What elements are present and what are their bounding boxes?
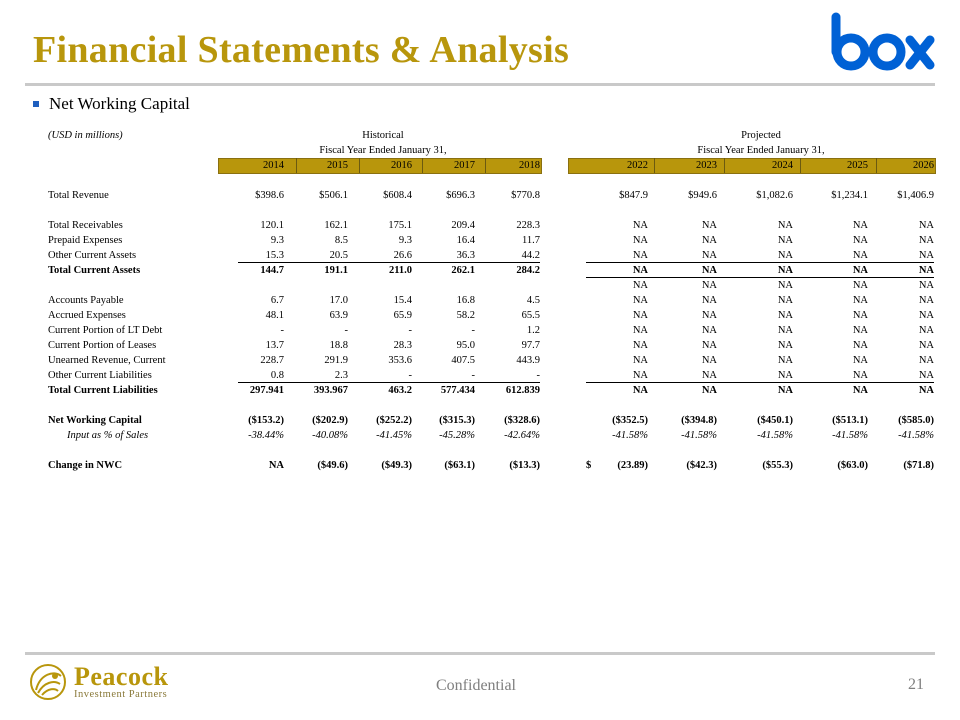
value-cell: 284.2 bbox=[516, 265, 540, 276]
value-cell: ($13.3) bbox=[509, 460, 540, 471]
value-cell: ($352.5) bbox=[612, 415, 648, 426]
value-cell: 297.941 bbox=[249, 385, 284, 396]
value-cell: 0.8 bbox=[270, 370, 284, 381]
value-cell: ($394.8) bbox=[681, 415, 717, 426]
value-cell: NA bbox=[632, 325, 648, 336]
value-cell: NA bbox=[701, 265, 717, 276]
value-cell: 44.2 bbox=[521, 250, 540, 261]
page-title: Financial Statements & Analysis bbox=[33, 29, 570, 71]
value-cell: NA bbox=[852, 355, 868, 366]
value-cell: NA bbox=[777, 280, 793, 291]
value-cell: NA bbox=[632, 250, 648, 261]
value-cell: 612.839 bbox=[505, 385, 540, 396]
unearned-revenue-row bbox=[48, 353, 936, 368]
value-cell: NA bbox=[777, 250, 793, 261]
value-cell: NA bbox=[701, 235, 717, 246]
row-label: Current Portion of LT Debt bbox=[48, 325, 163, 336]
year-cell: 2018 bbox=[519, 160, 540, 171]
row-label: Other Current Liabilities bbox=[48, 370, 152, 381]
value-cell: NA bbox=[632, 355, 648, 366]
value-cell: ($63.1) bbox=[444, 460, 475, 471]
peacock-logo bbox=[28, 662, 168, 702]
value-cell: NA bbox=[918, 340, 934, 351]
historical-label: Historical bbox=[362, 130, 404, 141]
value-cell: -41.58% bbox=[832, 430, 868, 441]
confidential-label: Confidential bbox=[436, 677, 516, 694]
value-cell: -38.44% bbox=[248, 430, 284, 441]
value-cell: -41.58% bbox=[898, 430, 934, 441]
value-cell: ($202.9) bbox=[312, 415, 348, 426]
value-cell: ($49.3) bbox=[381, 460, 412, 471]
value-cell: NA bbox=[632, 385, 648, 396]
row-label: Current Portion of Leases bbox=[48, 340, 157, 351]
value-cell: 1.2 bbox=[526, 325, 540, 336]
value-cell: NA bbox=[701, 340, 717, 351]
value-cell: NA bbox=[852, 280, 868, 291]
value-cell: 8.5 bbox=[334, 235, 348, 246]
value-cell: -41.58% bbox=[757, 430, 793, 441]
value-cell: NA bbox=[632, 295, 648, 306]
total-current-assets-row bbox=[48, 263, 936, 278]
value-cell: 120.1 bbox=[260, 220, 284, 231]
value-cell: NA bbox=[852, 220, 868, 231]
year-header-row bbox=[48, 158, 936, 173]
row-label: Total Current Liabilities bbox=[48, 385, 158, 396]
value-cell: NA bbox=[777, 325, 793, 336]
current-leases-row bbox=[48, 338, 936, 353]
year-cell: 2026 bbox=[913, 160, 934, 171]
prepaid-expenses-row bbox=[48, 233, 936, 248]
value-cell: ($63.0) bbox=[837, 460, 868, 471]
accrued-expenses-row bbox=[48, 308, 936, 323]
other-current-assets-row bbox=[48, 248, 936, 263]
spacer-row bbox=[48, 173, 936, 188]
spacer-row bbox=[48, 398, 936, 413]
value-cell: ($153.2) bbox=[248, 415, 284, 426]
value-cell: $696.3 bbox=[446, 190, 475, 201]
table-header-row bbox=[48, 128, 936, 143]
net-working-capital-row bbox=[48, 413, 936, 428]
value-cell: $847.9 bbox=[619, 190, 648, 201]
value-cell: NA bbox=[777, 310, 793, 321]
value-cell: 4.5 bbox=[526, 295, 540, 306]
year-cell: 2017 bbox=[454, 160, 475, 171]
value-cell: NA bbox=[777, 295, 793, 306]
value-cell: -45.28% bbox=[439, 430, 475, 441]
value-cell: NA bbox=[777, 235, 793, 246]
value-cell: 58.2 bbox=[456, 310, 475, 321]
row-label: Total Receivables bbox=[48, 220, 123, 231]
box-logo bbox=[830, 12, 936, 77]
value-cell: NA bbox=[632, 235, 648, 246]
value-cell: ($55.3) bbox=[762, 460, 793, 471]
value-cell: 9.3 bbox=[398, 235, 412, 246]
value-cell: NA bbox=[918, 280, 934, 291]
value-cell: 95.0 bbox=[456, 340, 475, 351]
value-cell: - bbox=[471, 325, 475, 336]
value-cell: - bbox=[408, 325, 412, 336]
change-in-nwc-row bbox=[48, 458, 936, 473]
dollar-sign: $ bbox=[586, 460, 592, 471]
value-cell: NA bbox=[701, 295, 717, 306]
value-cell: 463.2 bbox=[388, 385, 412, 396]
value-cell: 65.5 bbox=[521, 310, 540, 321]
value-cell: 262.1 bbox=[451, 265, 475, 276]
value-cell: 13.7 bbox=[265, 340, 284, 351]
value-cell: NA bbox=[918, 295, 934, 306]
value-cell: $506.1 bbox=[319, 190, 348, 201]
value-cell: $949.6 bbox=[688, 190, 717, 201]
value-cell: 17.0 bbox=[329, 295, 348, 306]
value-cell: ($49.6) bbox=[317, 460, 348, 471]
value-cell: - bbox=[408, 370, 412, 381]
value-cell: ($328.6) bbox=[504, 415, 540, 426]
spacer-row bbox=[48, 203, 936, 218]
value-cell: NA bbox=[632, 370, 648, 381]
value-cell: NA bbox=[701, 250, 717, 261]
year-cell: 2022 bbox=[627, 160, 648, 171]
value-cell: 407.5 bbox=[451, 355, 475, 366]
value-cell: $1,406.9 bbox=[897, 190, 934, 201]
logo-name: Peacock bbox=[74, 661, 169, 691]
value-cell: 16.8 bbox=[456, 295, 475, 306]
spacer-row bbox=[48, 443, 936, 458]
value-cell: NA bbox=[632, 220, 648, 231]
value-cell: NA bbox=[777, 385, 793, 396]
row-label: Unearned Revenue, Current bbox=[48, 355, 166, 366]
input-pct-sales-row bbox=[48, 428, 936, 443]
value-cell: 36.3 bbox=[456, 250, 475, 261]
value-cell: NA bbox=[777, 220, 793, 231]
value-cell: 6.7 bbox=[270, 295, 284, 306]
value-cell: ($71.8) bbox=[903, 460, 934, 471]
value-cell: -40.08% bbox=[312, 430, 348, 441]
value-cell: NA bbox=[918, 250, 934, 261]
logo-subtitle: Investment Partners bbox=[74, 688, 168, 700]
value-cell: NA bbox=[918, 310, 934, 321]
square-bullet-icon bbox=[33, 101, 39, 107]
value-cell: NA bbox=[777, 340, 793, 351]
year-cell: 2023 bbox=[696, 160, 717, 171]
value-cell: NA bbox=[701, 355, 717, 366]
value-cell: NA bbox=[701, 370, 717, 381]
peacock-feather-icon bbox=[28, 662, 68, 702]
projected-fiscal-label: Fiscal Year Ended January 31, bbox=[697, 145, 825, 156]
box-logo-mark bbox=[830, 12, 936, 72]
row-label: Change in NWC bbox=[48, 460, 123, 471]
value-cell: 15.3 bbox=[265, 250, 284, 261]
value-cell: 20.5 bbox=[329, 250, 348, 261]
footer-rule bbox=[25, 652, 935, 655]
value-cell: 228.7 bbox=[260, 355, 284, 366]
value-cell: - bbox=[280, 325, 284, 336]
value-cell: $1,234.1 bbox=[831, 190, 868, 201]
accounts-payable-row bbox=[48, 293, 936, 308]
value-cell: -41.45% bbox=[376, 430, 412, 441]
value-cell: NA bbox=[852, 295, 868, 306]
value-cell: NA bbox=[701, 325, 717, 336]
value-cell: NA bbox=[632, 310, 648, 321]
value-cell: -42.64% bbox=[504, 430, 540, 441]
value-cell: 2.3 bbox=[334, 370, 348, 381]
value-cell: NA bbox=[852, 385, 868, 396]
section-heading: Net Working Capital bbox=[49, 94, 190, 113]
year-cell: 2025 bbox=[847, 160, 868, 171]
value-cell: - bbox=[471, 370, 475, 381]
value-cell: 48.1 bbox=[265, 310, 284, 321]
value-cell: 393.967 bbox=[313, 385, 348, 396]
value-cell: NA bbox=[852, 340, 868, 351]
value-cell: -41.58% bbox=[612, 430, 648, 441]
value-cell: NA bbox=[852, 235, 868, 246]
value-cell: ($513.1) bbox=[832, 415, 868, 426]
value-cell: 16.4 bbox=[456, 235, 475, 246]
value-cell: ($252.2) bbox=[376, 415, 412, 426]
value-cell: 63.9 bbox=[329, 310, 348, 321]
value-cell: 97.7 bbox=[521, 340, 540, 351]
header-rule bbox=[25, 83, 935, 86]
value-cell: - bbox=[536, 370, 540, 381]
value-cell: 228.3 bbox=[516, 220, 540, 231]
value-cell: 211.0 bbox=[388, 265, 412, 276]
value-cell: NA bbox=[918, 355, 934, 366]
value-cell: NA bbox=[852, 370, 868, 381]
value-cell: 9.3 bbox=[270, 235, 284, 246]
value-cell: (23.89) bbox=[617, 460, 648, 471]
value-cell: NA bbox=[777, 265, 793, 276]
value-cell: 577.434 bbox=[440, 385, 475, 396]
value-cell: ($42.3) bbox=[686, 460, 717, 471]
value-cell: NA bbox=[918, 265, 934, 276]
table-subheader-row bbox=[48, 143, 936, 158]
value-cell: NA bbox=[777, 370, 793, 381]
value-cell: NA bbox=[918, 235, 934, 246]
value-cell: NA bbox=[852, 325, 868, 336]
value-cell: NA bbox=[701, 385, 717, 396]
value-cell: - bbox=[344, 325, 348, 336]
value-cell: 162.1 bbox=[324, 220, 348, 231]
nwc-table bbox=[48, 128, 936, 473]
value-cell: NA bbox=[918, 385, 934, 396]
value-cell: ($315.3) bbox=[439, 415, 475, 426]
projected-na-row bbox=[48, 278, 936, 293]
year-cell: 2014 bbox=[263, 160, 284, 171]
value-cell: NA bbox=[918, 370, 934, 381]
value-cell: ($585.0) bbox=[898, 415, 934, 426]
value-cell: 28.3 bbox=[393, 340, 412, 351]
year-cell: 2015 bbox=[327, 160, 348, 171]
value-cell: -41.58% bbox=[681, 430, 717, 441]
value-cell: NA bbox=[632, 340, 648, 351]
value-cell: NA bbox=[701, 310, 717, 321]
row-label: Accrued Expenses bbox=[48, 310, 126, 321]
value-cell: NA bbox=[777, 355, 793, 366]
total-receivables-row bbox=[48, 218, 936, 233]
row-label: Input as % of Sales bbox=[67, 430, 149, 441]
row-label: Net Working Capital bbox=[48, 415, 142, 426]
value-cell: NA bbox=[268, 460, 284, 471]
year-cell: 2016 bbox=[391, 160, 412, 171]
value-cell: NA bbox=[701, 220, 717, 231]
row-label: Total Revenue bbox=[48, 190, 109, 201]
other-current-liabilities-row bbox=[48, 368, 936, 383]
value-cell: 26.6 bbox=[393, 250, 412, 261]
value-cell: 291.9 bbox=[324, 355, 348, 366]
year-cell: 2024 bbox=[772, 160, 793, 171]
value-cell: NA bbox=[918, 220, 934, 231]
value-cell: $608.4 bbox=[383, 190, 412, 201]
value-cell: 18.8 bbox=[329, 340, 348, 351]
value-cell: NA bbox=[852, 265, 868, 276]
row-label: Other Current Assets bbox=[48, 250, 137, 261]
value-cell: NA bbox=[852, 250, 868, 261]
current-lt-debt-row bbox=[48, 323, 936, 338]
units-label: (USD in millions) bbox=[48, 130, 123, 141]
value-cell: NA bbox=[918, 325, 934, 336]
value-cell: $770.8 bbox=[511, 190, 540, 201]
row-label: Accounts Payable bbox=[48, 295, 124, 306]
total-current-liabilities-row bbox=[48, 383, 936, 398]
section-bullet bbox=[33, 94, 190, 114]
value-cell: ($450.1) bbox=[757, 415, 793, 426]
page-number: 21 bbox=[908, 676, 924, 693]
projected-label: Projected bbox=[741, 130, 781, 141]
value-cell: 65.9 bbox=[393, 310, 412, 321]
row-label: Total Current Assets bbox=[48, 265, 141, 276]
historical-fiscal-label: Fiscal Year Ended January 31, bbox=[319, 145, 447, 156]
value-cell: 144.7 bbox=[260, 265, 284, 276]
value-cell: 209.4 bbox=[451, 220, 475, 231]
value-cell: 191.1 bbox=[324, 265, 348, 276]
value-cell: 11.7 bbox=[522, 235, 540, 246]
value-cell: 175.1 bbox=[388, 220, 412, 231]
value-cell: NA bbox=[852, 310, 868, 321]
value-cell: NA bbox=[632, 280, 648, 291]
value-cell: $398.6 bbox=[255, 190, 284, 201]
value-cell: 443.9 bbox=[516, 355, 540, 366]
value-cell: NA bbox=[632, 265, 648, 276]
total-revenue-row bbox=[48, 188, 936, 203]
row-label: Prepaid Expenses bbox=[48, 235, 123, 246]
value-cell: 353.6 bbox=[388, 355, 412, 366]
value-cell: 15.4 bbox=[393, 295, 412, 306]
value-cell: $1,082.6 bbox=[756, 190, 793, 201]
value-cell: NA bbox=[701, 280, 717, 291]
